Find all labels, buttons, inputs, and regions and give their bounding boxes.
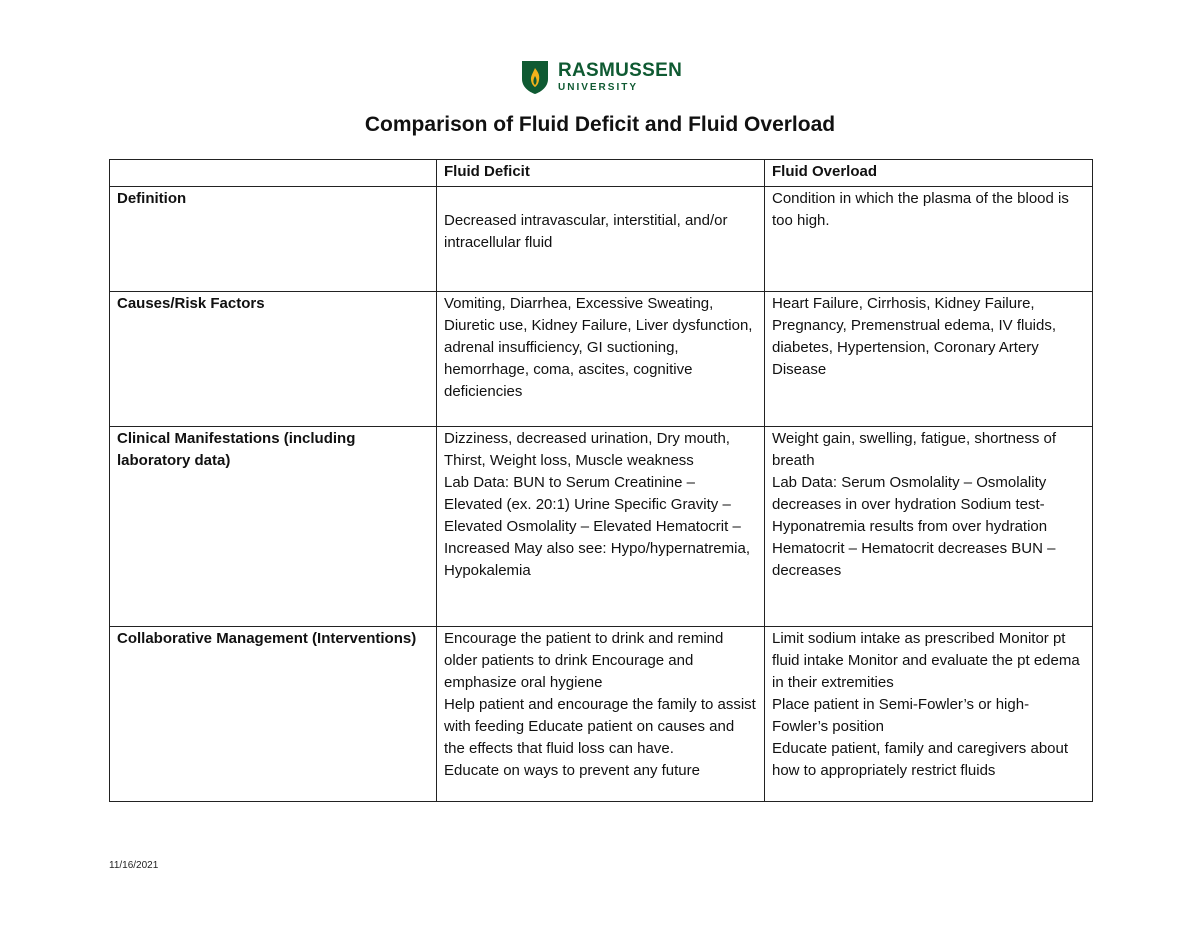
cell-text: Encourage the patient to drink and remind older patients to drink Encourage and emphasize oral hygiene <box>444 630 724 691</box>
deficit-cell <box>437 427 765 627</box>
university-logo <box>520 58 682 96</box>
row-label: Causes/Risk Factors <box>110 292 437 427</box>
overload-cell <box>765 627 1093 802</box>
deficit-cell <box>437 627 765 802</box>
cell-text: Educate patient, family and caregivers about how to appropriately restrict fluids <box>772 740 1069 779</box>
overload-cell <box>765 292 1093 427</box>
table-row-clinical-manifestations <box>110 427 1093 627</box>
table-row-causes <box>110 292 1093 427</box>
footer-date: 11/16/2021 <box>109 860 159 871</box>
shield-flame-icon <box>520 59 550 95</box>
table-row-definition <box>110 187 1093 292</box>
logo-name: RASMUSSEN <box>558 60 683 81</box>
table-header-row <box>110 160 1093 187</box>
header-cell-empty <box>110 160 437 187</box>
table-row-collaborative-management <box>110 627 1093 802</box>
header-cell-fluid-overload: Fluid Overload <box>765 160 1093 187</box>
header-cell-fluid-deficit: Fluid Deficit <box>437 160 765 187</box>
cell-text: Decreased intravascular, interstitial, and/or intracellular fluid <box>444 212 728 251</box>
cell-text: Lab Data: Serum Osmolality – Osmolality decreases in over hydration Sodium test- Hyponatremia results from over hydration Hematocrit – Hematocrit decreases BUN – decreases <box>772 474 1056 579</box>
cell-text: Vomiting, Diarrhea, Excessive Sweating, Diuretic use, Kidney Failure, Liver dysfunction, adrenal insufficiency, GI suctioning, hemorrhage, coma, ascites, cognitive deficiencies <box>444 295 753 400</box>
cell-text: Lab Data: BUN to Serum Creatinine – Elevated (ex. 20:1) Urine Specific Gravity – Elevated Osmolality – Elevated Hematocrit – Increased May also see: Hypo/hypernatremia, Hypokalemia <box>444 474 750 579</box>
deficit-cell <box>437 292 765 427</box>
comparison-table <box>109 159 1093 802</box>
logo-subtitle: UNIVERSITY <box>558 82 639 93</box>
row-label: Clinical Manifestations (including laboratory data) <box>110 427 437 627</box>
overload-cell <box>765 187 1093 292</box>
cell-text: Condition in which the plasma of the blood is too high. <box>772 190 1069 229</box>
cell-text: Dizziness, decreased urination, Dry mouth, Thirst, Weight loss, Muscle weakness <box>444 430 730 469</box>
cell-text: Heart Failure, Cirrhosis, Kidney Failure, Pregnancy, Premenstrual edema, IV fluids, diabetes, Hypertension, Coronary Artery Disease <box>772 295 1057 378</box>
cell-text: Help patient and encourage the family to assist with feeding Educate patient on causes and the effects that fluid loss can have. <box>444 696 756 757</box>
cell-text: Place patient in Semi-Fowler’s or high-Fowler’s position <box>772 696 1030 735</box>
cell-text: Weight gain, swelling, fatigue, shortness of breath <box>772 430 1057 469</box>
cell-text: Limit sodium intake as prescribed Monitor pt fluid intake Monitor and evaluate the pt edema in their extremities <box>772 630 1080 691</box>
row-label: Definition <box>110 187 437 292</box>
row-label: Collaborative Management (Interventions) <box>110 627 437 802</box>
overload-cell <box>765 427 1093 627</box>
cell-text: Educate on ways to prevent any future <box>444 762 700 779</box>
deficit-cell <box>437 187 765 292</box>
document-title: Comparison of Fluid Deficit and Fluid Overload <box>364 113 836 136</box>
